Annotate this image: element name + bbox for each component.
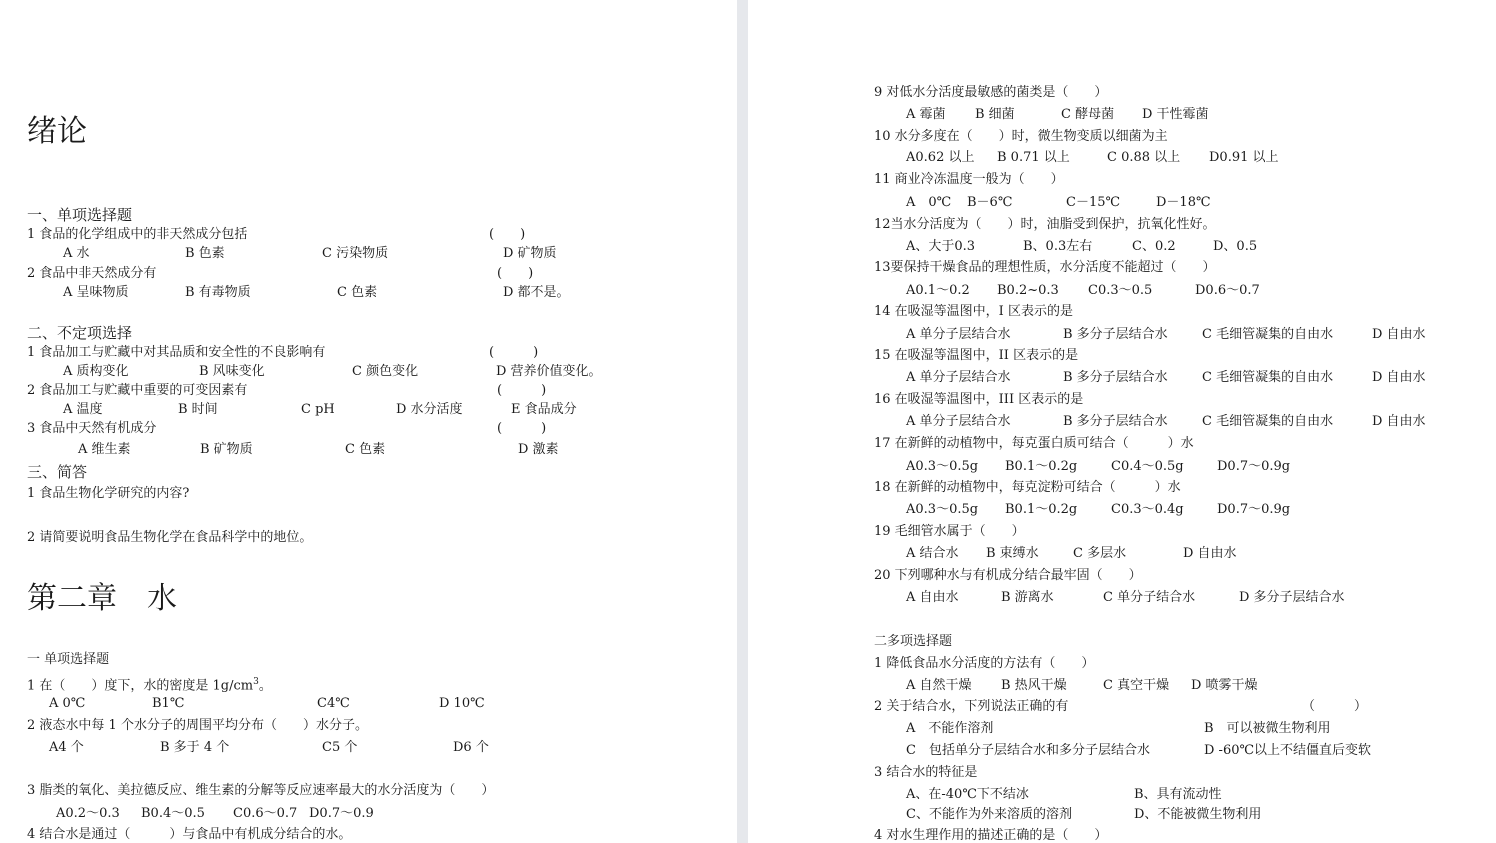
answer-paren: （ ） — [1302, 699, 1368, 714]
answer-paren: ( ) — [497, 421, 547, 436]
option: D、不能被微生物利用 — [1134, 807, 1262, 822]
option: A 霉菌 — [906, 107, 946, 122]
option: C、不能作为外来溶质的溶剂 — [906, 807, 1072, 822]
option: C0.3～0.5 — [1088, 283, 1153, 298]
option: B0.2~0.3 — [997, 283, 1059, 298]
question-text: 1 食品的化学组成中的非天然成分包括 — [27, 227, 248, 242]
option: C0.4～0.5g — [1111, 459, 1184, 474]
option: B 热风干燥 — [1001, 678, 1067, 693]
option: D0.7～0.9g — [1217, 459, 1291, 474]
option: C－15℃ — [1066, 195, 1121, 210]
option: C 包括单分子层结合水和多分子层结合水 — [906, 743, 1150, 758]
option: C pH — [301, 402, 335, 417]
option: B、0.3左右 — [1023, 239, 1093, 254]
option: A 水 — [63, 246, 90, 261]
option: C 真空干燥 — [1103, 678, 1170, 693]
option: C 单分子结合水 — [1103, 590, 1196, 605]
question-text: 19 毛细管水属于（ ） — [874, 524, 1025, 539]
question-text: 16 在吸湿等温图中，III 区表示的是 — [874, 392, 1084, 407]
question-text: 2 食品中非天然成分有 — [27, 266, 157, 281]
question-text: 4 对水生理作用的描述正确的是（ ） — [874, 828, 1108, 843]
answer-paren: ( ) — [489, 227, 526, 242]
option: C 毛细管凝集的自由水 — [1202, 370, 1334, 385]
option: C 色素 — [345, 442, 386, 457]
option: A 单分子层结合水 — [906, 414, 1011, 429]
option: C 颜色变化 — [352, 364, 419, 379]
option: B 多分子层结合水 — [1063, 327, 1168, 342]
option: C 酵母菌 — [1061, 107, 1115, 122]
option: C 0.88 以上 — [1107, 150, 1181, 165]
option: A0.3～0.5g — [906, 502, 979, 517]
chapter-title-ch2: 第二章 水 — [27, 581, 177, 616]
section-heading: 二、不定项选择 — [27, 324, 133, 342]
option: B 可以被微生物利用 — [1204, 721, 1331, 736]
option: D 自由水 — [1372, 414, 1426, 429]
question-text: 2 液态水中每 1 个水分子的周围平均分布（ ）水分子。 — [27, 718, 368, 733]
option: C0.6～0.7 — [233, 806, 298, 821]
question-text: 10 水分多度在（ ）时，微生物变质以细菌为主 — [874, 129, 1168, 144]
question-text: 3 脂类的氧化、美拉德反应、维生素的分解等反应速率最大的水分活度为（ ） — [27, 783, 495, 798]
option: A4 个 — [49, 740, 84, 755]
option: D0.7～0.9g — [1217, 502, 1291, 517]
option: A 不能作溶剂 — [906, 721, 994, 736]
question-text: 1 降低食品水分活度的方法有（ ） — [874, 656, 1095, 671]
option: D 自由水 — [1372, 327, 1426, 342]
section-heading: 二多项选择题 — [874, 634, 953, 649]
option: D 自由水 — [1372, 370, 1426, 385]
option: A、在-40℃下不结冰 — [906, 787, 1029, 802]
document-page-right — [748, 0, 1496, 843]
option: B 矿物质 — [200, 442, 253, 457]
option: D0.7～0.9 — [309, 806, 374, 821]
option: B、具有流动性 — [1134, 787, 1222, 802]
option: D 多分子层结合水 — [1239, 590, 1345, 605]
option: D0.91 以上 — [1209, 150, 1279, 165]
option: A 维生素 — [78, 442, 131, 457]
option: C 多层水 — [1073, 546, 1127, 561]
question-text: 17 在新鲜的动植物中，每克蛋白质可结合（ ）水 — [874, 436, 1194, 451]
chapter-title-intro: 绪论 — [27, 114, 87, 149]
question-text: 2 关于结合水，下列说法正确的有 — [874, 699, 1069, 714]
option: B0.1～0.2g — [1005, 459, 1078, 474]
option: D 营养价值变化。 — [496, 364, 602, 379]
question-text — [27, 674, 272, 694]
question-text: 2 请简要说明食品生物化学在食品科学中的地位。 — [27, 530, 313, 545]
option: A 呈味物质 — [63, 285, 129, 300]
option: A 0℃ — [49, 696, 86, 711]
option: D 矿物质 — [503, 246, 557, 261]
option: B 时间 — [178, 402, 218, 417]
question-text-end: 。 — [258, 678, 272, 694]
option: D 10℃ — [439, 696, 485, 711]
question-text: 2 食品加工与贮藏中重要的可变因素有 — [27, 383, 248, 398]
question-text: 14 在吸湿等温图中，I 区表示的是 — [874, 304, 1073, 319]
option: D0.6～0.7 — [1195, 283, 1260, 298]
option: B 游离水 — [1001, 590, 1054, 605]
option: D 水分活度 — [396, 402, 463, 417]
option: B－6℃ — [967, 195, 1013, 210]
option: B 多分子层结合水 — [1063, 370, 1168, 385]
option: D -60℃以上不结僵直后变软 — [1204, 743, 1372, 758]
option: A 自然干燥 — [906, 678, 972, 693]
document-page-left — [0, 0, 737, 843]
option: D 干性霉菌 — [1142, 107, 1209, 122]
option: B 多分子层结合水 — [1063, 414, 1168, 429]
option: C、0.2 — [1132, 239, 1176, 254]
question-text: 20 下列哪种水与有机成分结合最牢固（ ） — [874, 568, 1142, 583]
option: A 单分子层结合水 — [906, 327, 1011, 342]
option: A 自由水 — [906, 590, 959, 605]
option: A0.1～0.2 — [906, 283, 970, 298]
option: D 激素 — [518, 442, 559, 457]
option: A 结合水 — [906, 546, 959, 561]
option: C 毛细管凝集的自由水 — [1202, 327, 1334, 342]
question-text: 12当水分活度为（ ）时，油脂受到保护，抗氧化性好。 — [874, 217, 1216, 232]
question-text: 13要保持干燥食品的理想性质，水分活度不能超过（ ） — [874, 260, 1216, 275]
option: B 束缚水 — [986, 546, 1039, 561]
question-text: 1 食品生物化学研究的内容? — [27, 486, 190, 501]
option: B 细菌 — [975, 107, 1015, 122]
question-text: 4 结合水是通过（ ）与食品中有机成分结合的水。 — [27, 827, 352, 842]
option: C 污染物质 — [322, 246, 389, 261]
option: B0.1～0.2g — [1005, 502, 1078, 517]
option: B 0.71 以上 — [997, 150, 1070, 165]
section-heading: 一 单项选择题 — [27, 652, 110, 667]
option: C0.3～0.4g — [1111, 502, 1184, 517]
option: D、0.5 — [1213, 239, 1258, 254]
option: C 毛细管凝集的自由水 — [1202, 414, 1334, 429]
option: D－18℃ — [1156, 195, 1211, 210]
option: C 色素 — [337, 285, 378, 300]
option: B 有毒物质 — [185, 285, 251, 300]
option: A 质构变化 — [63, 364, 129, 379]
page-divider — [737, 0, 748, 843]
question-text: 3 结合水的特征是 — [874, 765, 978, 780]
question-text: 11 商业冷冻温度一般为（ ） — [874, 172, 1064, 187]
option: B0.4～0.5 — [141, 806, 205, 821]
answer-paren: ( ) — [497, 266, 534, 281]
option: C5 个 — [322, 740, 358, 755]
option: D 喷雾干燥 — [1191, 678, 1258, 693]
section-heading: 一、单项选择题 — [27, 206, 133, 224]
option: A、大于0.3 — [906, 239, 976, 254]
option: A 单分子层结合水 — [906, 370, 1011, 385]
option: B 风味变化 — [199, 364, 265, 379]
section-heading: 三、简答 — [27, 463, 88, 481]
superscript: 3 — [253, 677, 259, 687]
answer-paren: ( ) — [497, 383, 547, 398]
question-text: 1 食品加工与贮藏中对其品质和安全性的不良影响有 — [27, 345, 326, 360]
option: A0.3～0.5g — [906, 459, 979, 474]
option: A0.62 以上 — [906, 150, 975, 165]
option: B 色素 — [185, 246, 225, 261]
question-text: 18 在新鲜的动植物中，每克淀粉可结合（ ）水 — [874, 480, 1181, 495]
question-text: 9 对低水分活度最敏感的菌类是（ ） — [874, 85, 1108, 100]
option: E 食品成分 — [511, 402, 577, 417]
option: A0.2～0.3 — [56, 806, 120, 821]
option: A 温度 — [63, 402, 103, 417]
option: B 多于 4 个 — [160, 740, 230, 755]
option: D6 个 — [453, 740, 489, 755]
option: D 都不是。 — [503, 285, 570, 300]
option: C4℃ — [317, 696, 350, 711]
question-text-main: 1 在（ ）度下，水的密度是 1g/cm — [27, 678, 254, 694]
option: D 自由水 — [1183, 546, 1237, 561]
question-text: 15 在吸湿等温图中，II 区表示的是 — [874, 348, 1079, 363]
answer-paren: ( ) — [489, 345, 539, 360]
question-text: 3 食品中天然有机成分 — [27, 421, 157, 436]
option: A 0℃ — [906, 195, 952, 210]
option: B1℃ — [152, 696, 185, 711]
